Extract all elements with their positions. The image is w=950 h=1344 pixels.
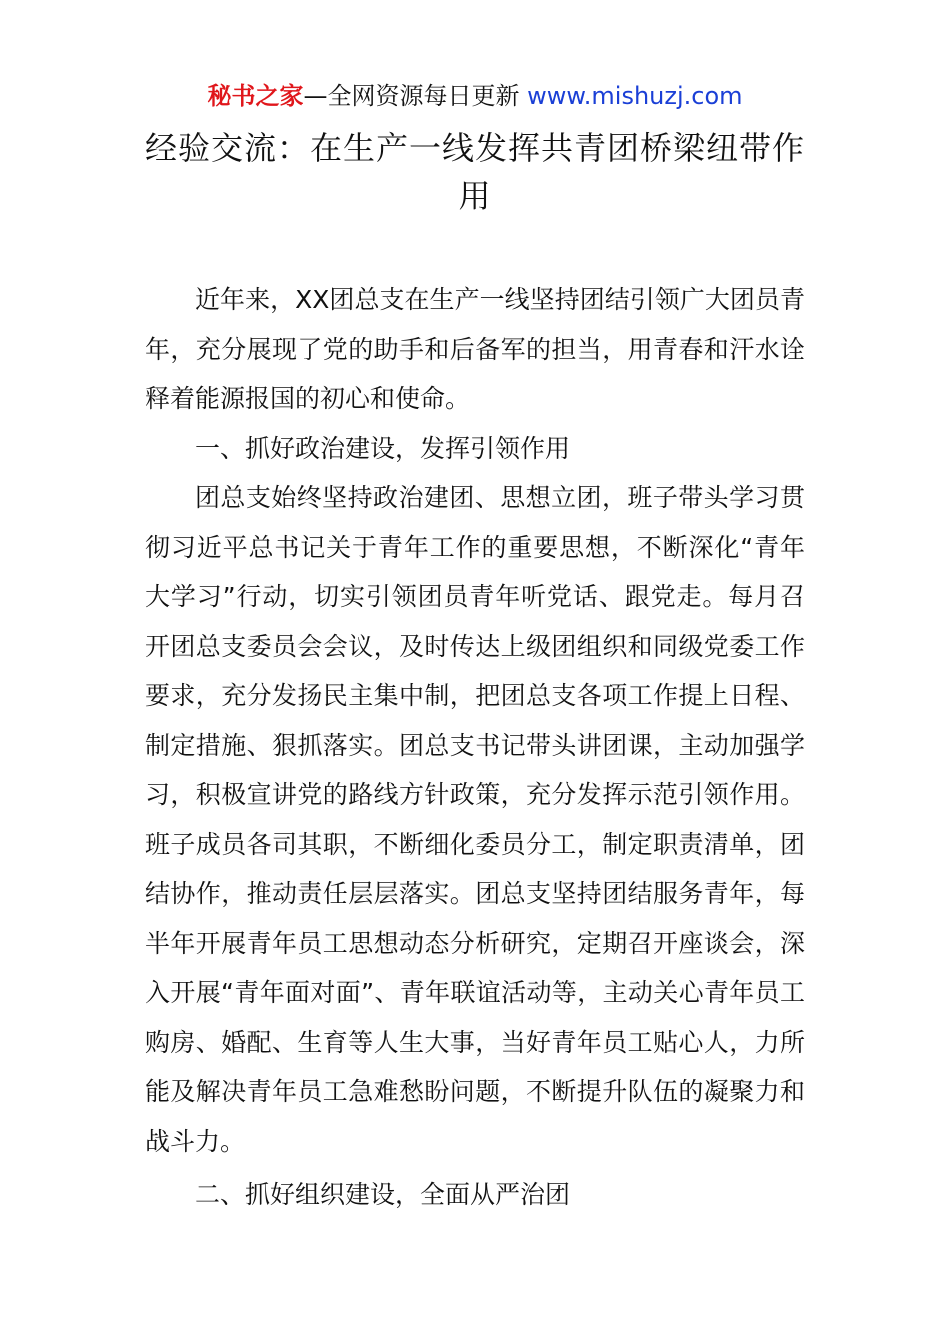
section-heading-1: 一、抓好政治建设，发挥引领作用: [195, 433, 571, 463]
site-name: 秘书之家: [207, 82, 304, 110]
site-header: [0, 78, 950, 114]
site-url-link[interactable]: www.mishuzj.com: [527, 82, 743, 110]
document-title: 经验交流：在生产一线发挥共青团桥梁纽带作用: [145, 129, 806, 215]
document-body: [145, 275, 805, 1220]
section-heading-2: 二、抓好组织建设，全面从严治团: [195, 1180, 571, 1209]
intro-paragraph: 近年来，XX团总支在生产一线坚持团结引领广大团员青年，充分展现了党的助手和后备军的担当，用青春和汗水诠释着能源报国的初心和使命。: [145, 285, 805, 413]
site-tagline: —全网资源每日更新: [303, 82, 528, 110]
section-1-paragraph: 团总支始终坚持政治建团、思想立团，班子带头学习贯彻习近平总书记关于青年工作的重要思想，不断深化“青年大学习”行动，切实引领团员青年听党话、跟党走。每月召开团总支委员会会议，及时传达上级团组织和同级党委工作要求，充分发扬民主集中制，把团总支各项工作提上日程、制定措施、狠抓落实。团总支书记带头讲团课，主动加强学习，积极宣讲党的路线方针政策，充分发挥示范引领作用。班子成员各司其职，不断细化委员分工，制定职责清单，团结协作，推动责任层层落实。团总支坚持团结服务青年，每半年开展青年员工思想动态分析研究，定期召开座谈会，深入开展“青年面对面”、青年联谊活动等，主动关心青年员工购房、婚配、生育等人生大事，当好青年员工贴心人，力所能及解决青年员工急难愁盼问题，不断提升队伍的凝聚力和战斗力。: [145, 483, 805, 1156]
